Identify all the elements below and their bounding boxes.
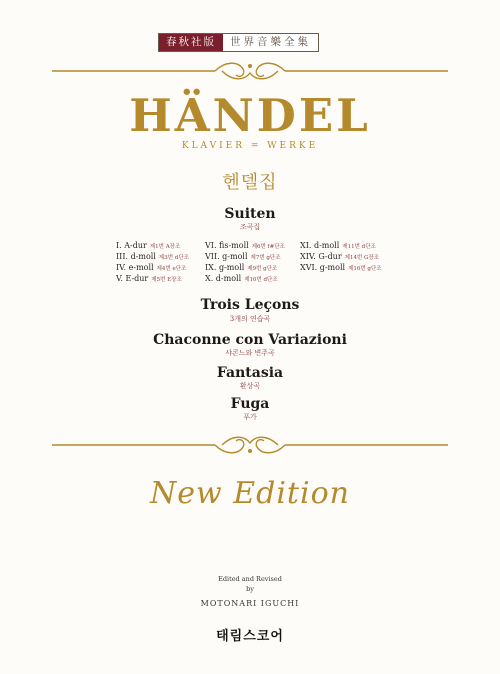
fuga-heading: Fuga	[230, 396, 270, 412]
top-ornament-divider	[0, 57, 500, 87]
suite-list-column-3	[300, 241, 382, 274]
suite-item: I. A-dur 제1번 A장조	[116, 241, 181, 250]
suite-item: VI. fis-moll 제6번 f#단조	[205, 241, 285, 250]
fantasia-heading: Fantasia	[216, 365, 284, 381]
by-label: by	[246, 585, 254, 593]
suite-item: IV. e-moll 제4번 e단조	[116, 263, 187, 272]
fantasia-subheading: 환상곡	[239, 382, 261, 390]
chaconne-heading: Chaconne con Variazioni	[153, 332, 347, 348]
suite-item: XVI. g-moll 제16번 g단조	[300, 263, 382, 272]
new-edition-script: New Edition	[150, 476, 350, 511]
korean-title: 헨델집	[222, 172, 278, 193]
chaconne-subheading: 샤콘느와 변주곡	[225, 349, 275, 357]
suite-list-column-1	[116, 241, 189, 285]
series-label: 世界音樂全集	[223, 34, 318, 51]
suiten-subheading: 조곡집	[239, 223, 261, 231]
suite-item: X. d-moll 제10번 d단조	[205, 274, 278, 283]
suite-list-column-2	[205, 241, 285, 285]
suite-item: XIV. G-dur 제14번 G장조	[300, 252, 380, 261]
publisher-series-box	[158, 33, 319, 52]
composer-title: HÄNDEL	[129, 89, 371, 142]
publisher-logo: 태림스코어	[216, 629, 284, 644]
publisher-label: 春秋社版	[159, 34, 223, 51]
suiten-heading: Suiten	[224, 206, 276, 222]
edited-label: Edited and Revised	[218, 575, 282, 583]
suite-item: V. E-dur 제5번 E장조	[116, 274, 182, 283]
fuga-subheading: 푸가	[243, 413, 257, 421]
collection-subtitle: KLAVIER = WERKE	[181, 141, 319, 151]
trois-lecons-subheading: 3개의 연습곡	[229, 315, 271, 323]
trois-lecons-heading: Trois Leçons	[200, 297, 300, 313]
suite-item: XI. d-moll 제11번 d단조	[300, 241, 376, 250]
suite-item: III. d-moll 제3번 d단조	[116, 252, 189, 261]
editor-name: MOTONARI IGUCHI	[200, 599, 300, 608]
bottom-ornament-divider	[0, 433, 500, 463]
suite-item: IX. g-moll 제9번 g단조	[205, 263, 278, 272]
suite-item: VII. g-moll 제7번 g단조	[205, 252, 281, 261]
